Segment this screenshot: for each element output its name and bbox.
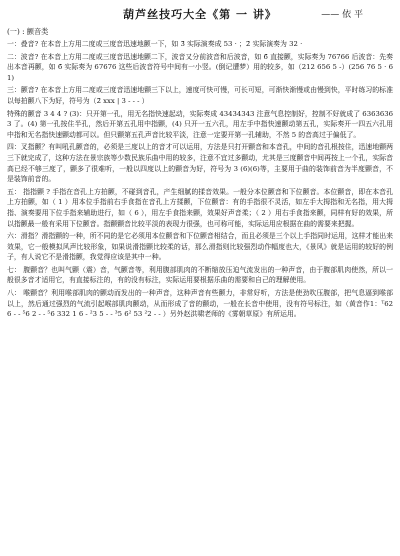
paragraph-throat-vibrato: 八： 喉颤音？利用喉部肌肉的颤动而发出的一种声音，这种声音有些颤力，非常好听，方法是使劲吹压腹部，把气息逼到喉部以上，然后通过强烈的气流引起喉部肌肉颤动，从而形成了音的颤动，一般在长音中使用，没有符号标注，如（黄音作1：ᵀ62 6 - - ⁵6 2 - - ⁵6 332 1 6 - ²3 5 - - ³5 6² 53 ²2 - - ）另外赵洪啸老师的《雾朝草原》有所运用。 [7,289,393,319]
paragraph-finger-tap-trill: 五： 指指颤 ? 手指在音孔上方拍颤，不碰到音孔，产生细腻的揉音效果。一般分本位颤音和下位颤音。本位颤音，即在本音孔上方拍颤，如（ 1 ）用本位手指前右手食指在音孔上方揉颤，下位颤音：有的手指很不灵活，如左手大拇指和无名指，用大拇指、演奏要用下位手指来辅助进行，如（ 6 ），用左手食指来颤，效果好声音柔；（ 2 ）用右手食指来颤，同样有好的效果，所以指颤最一般有采用下位颤音。指颤颤音比较平淡的表现力很强，也可称可能，实际运用应根据在曲的需要来把握。 [7,187,393,228]
author-line [321,6,363,24]
page-title: 葫芦丝技巧大全《第 一 讲》 [123,8,277,21]
paragraph-boyin: 二：波音? 在本音上方用二度或三度音迅速地颤二下，波音又分前波音和后波音，如 6̆ 直接颤，实际奏为 76766 后波音：先奏出本音再颤，如 6̆ 实际奏为 67676 这些后波音符号中间有一小竖。(倒记遭梦）用的较多，如（212 656 5 -）(256 76 5 · 61) [7,52,393,82]
paragraph-special-trill: 特殊的颤音 3 4 4 ? (3)：只开第一孔，用无名指快速起动，实际奏成 43434343 注意气息控制好，控制不好就成了 63636363 了。(4) 第一孔按住半孔，然后开第五孔用中指颤，(4) 只开一五六孔，用左手中指快速颤动第五孔，实际奏开一四五六孔用中指和无名指快速颤动都可以。但只颤第五孔声音比较平淡，注意一定要开第一孔辅助，不然 5 的音高过于偏低了。 [7,109,393,139]
paragraph-chanyin: 三：颤音? 在本音上方用二度或三度音迅速地颤三下以上，速度可快可慢，可长可短，可渐快渐慢或由慢到快，平时练习的标准以每拍颤八下为好，符号为（2̆ xxx | 3 - - - ） [7,86,393,105]
paragraph-belly-vibrato: 七： 腹颤音？也叫气颤（震）音，气颤音等，利用腹部肌肉的不断缩放压迫气流发出的一种声音，由于腹部肌肉使然，所以一般很多音才适用它，有直接标注的，有的没有标注，实际运用要根据乐曲的需要和自己的理解使用。 [7,265,393,285]
author-name: 依 平 [342,10,363,20]
section-heading: (一) : 颤音类 [7,27,49,36]
paragraph-fork-finger-trill: 四：叉指颤？有叫吼孔颤音的，必须是三度以上的音才可以运用，方法是只打开颤音和本音孔，中间的音孔根按住，迅速地颤两三下就完成了，这种方法在景宗族等少数民族乐曲中用的较多，注意不宜过多颤动，尤其是三度颤音中间再按上一个孔，实际音高已经不够三度了，颤多了很难听，一般以四度以上的颤音为好，符号为 3 (6)(6)等，主要用于曲的装饰前音为半度颤音，不是装饰前音的。 [7,143,393,184]
paragraph-slide-finger: 六：滑指？滑指颤的一种，所不同的是它必须用本位颤音和下位颤音相结合，而且必须是三个以上手指同时运用，这样才能出来效果，它一般模拟风声比较形象，如果说滑指颤比较柔的话，那么滑指则比较强烈动作幅度也大，《景风》就是运用的较好的例子，有人说它不是滑指颤，我觉得应该是其中一种。 [7,232,393,262]
paragraph-duoyin: 一：叠音? 在本音上方用二度或三度音迅速地颤一下，如 3̆ 实际演奏成 53 · ；2̆ 实际演奏为 32 · [7,40,303,48]
page-title-row [7,6,393,24]
author-dash: —— [321,10,340,20]
